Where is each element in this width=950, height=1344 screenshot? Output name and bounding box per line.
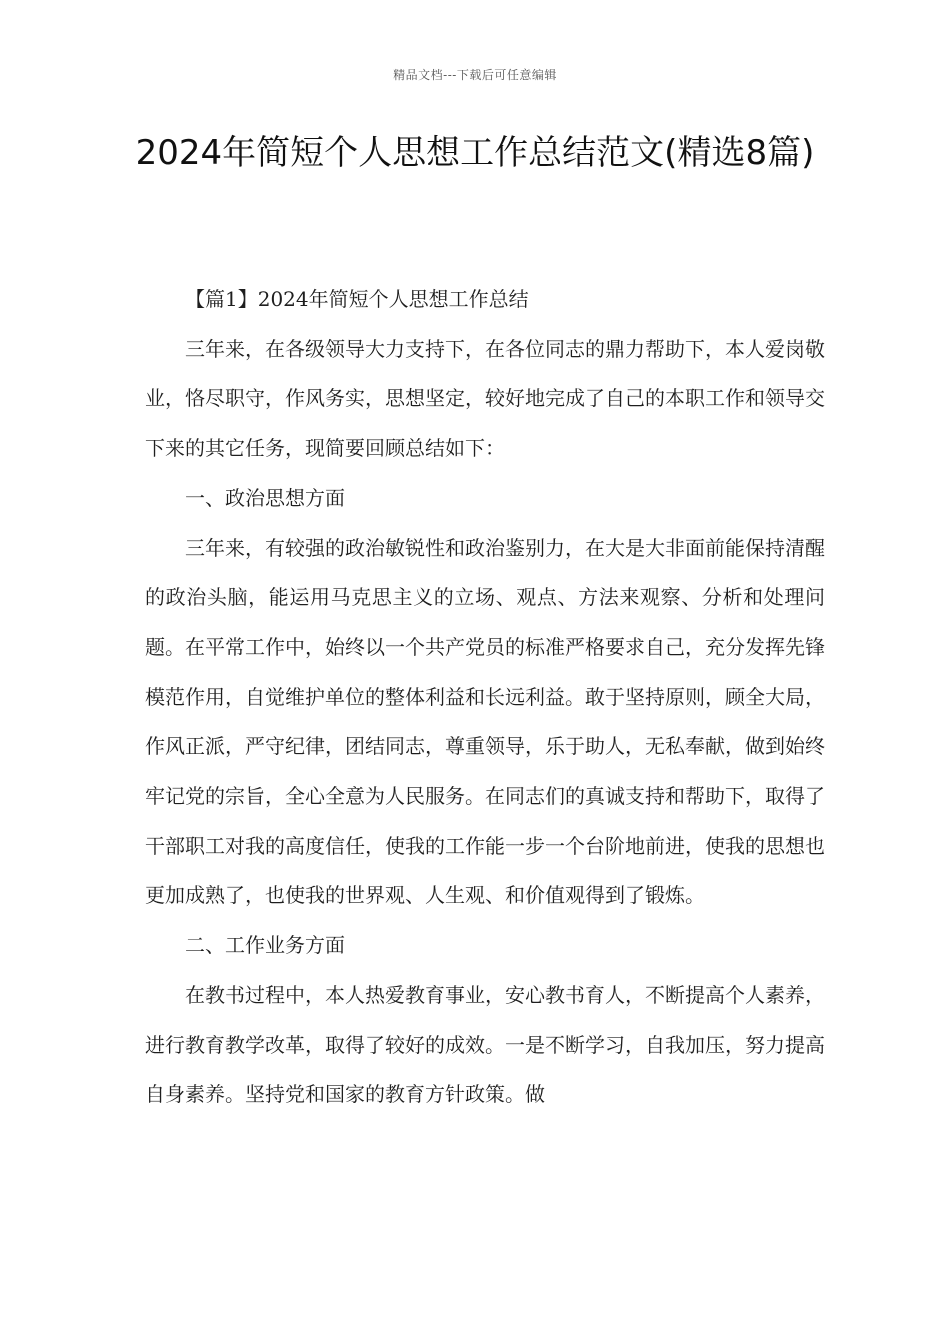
document-title: 2024年简短个人思想工作总结范文(精选8篇) (135, 133, 815, 173)
subsection-title-politics: 一、政治思想方面 (185, 485, 345, 510)
section-heading: 【篇1】2024年简短个人思想工作总结 (185, 287, 529, 311)
paragraph-work: 在教书过程中，本人热爱教育事业，安心教书育人，不断提高个人素养，进行教育教学改革，取得了较好的成效。一是不断学习，自我加压，努力提高自身素养。坚持党和国家的教育方针政策。做 (145, 982, 825, 1107)
paragraph-intro: 三年来，在各级领导大力支持下，在各位同志的鼎力帮助下，本人爱岗敬业，恪尽职守，作风务实，思想坚定，较好地完成了自己的本职工作和领导交下来的其它任务，现简要回顾总结如下： (145, 336, 825, 461)
document-body (145, 275, 825, 1120)
subsection-title-work: 二、工作业务方面 (185, 933, 345, 958)
page-header-note: 精品文档---下载后可任意编辑 (393, 68, 557, 82)
paragraph-politics: 三年来，有较强的政治敏锐性和政治鉴别力，在大是大非面前能保持清醒的政治头脑，能运用马克思主义的立场、观点、方法来观察、分析和处理问题。在平常工作中，始终以一个共产党员的标准严格要求自己，充分发挥先锋模范作用，自觉维护单位的整体利益和长远利益。敢于坚持原则，顾全大局，作风正派，严守纪律，团结同志，尊重领导，乐于助人，无私奉献，做到始终牢记党的宗旨，全心全意为人民服务。在同志们的真诚支持和帮助下，取得了干部职工对我的高度信任，使我的工作能一步一个台阶地前进，使我的思想也更加成熟了，也使我的世界观、人生观、和价值观得到了锻炼。 (145, 535, 825, 908)
